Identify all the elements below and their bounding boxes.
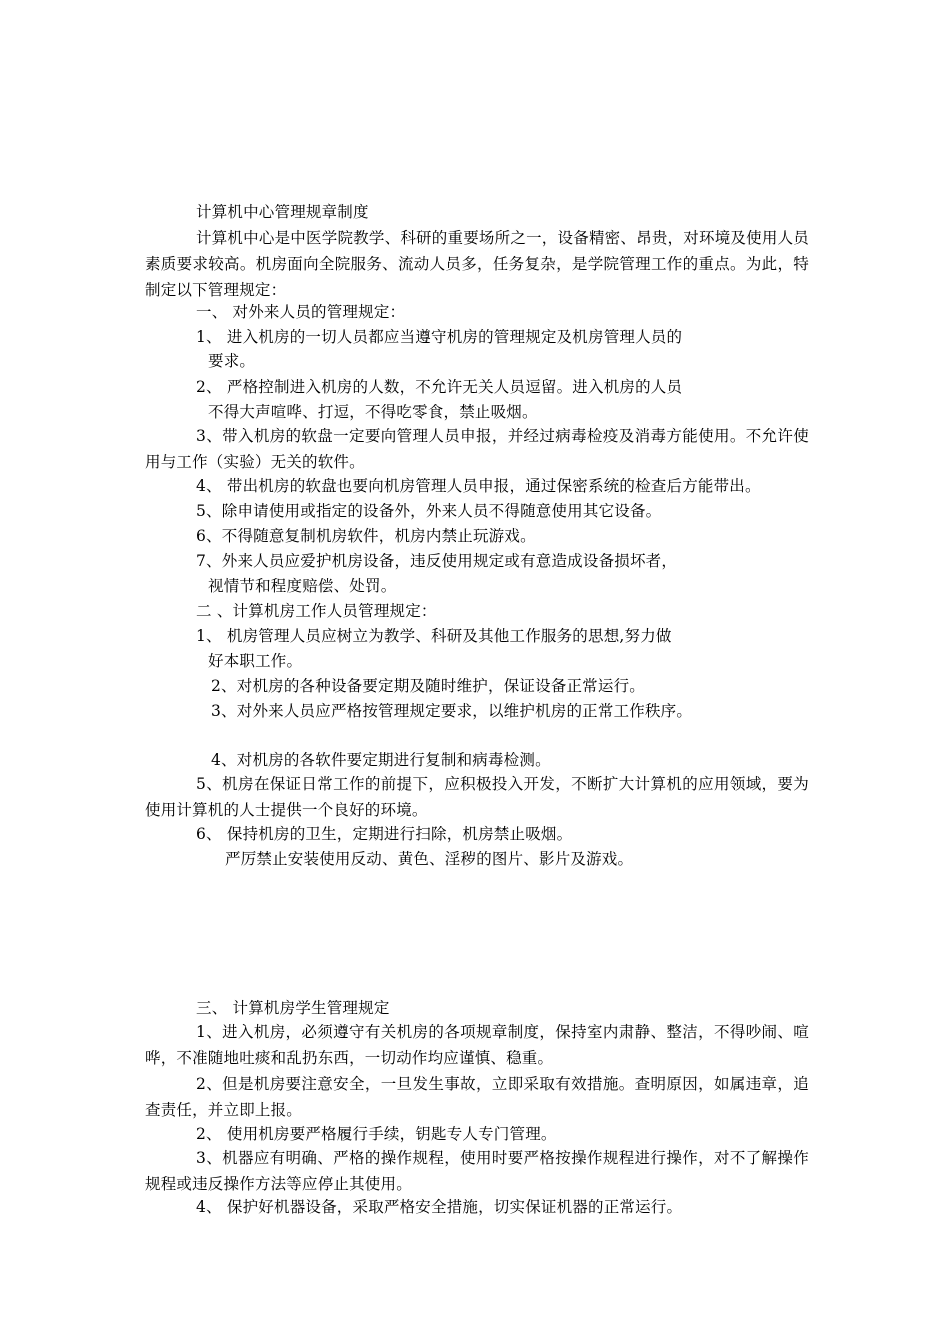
section2-item6: 6、 保持机房的卫生，定期进行扫除，机房禁止吸烟。	[196, 825, 573, 843]
section1-item6: 6、不得随意复制机房软件，机房内禁止玩游戏。	[196, 527, 536, 545]
section2-item3: 3、对外来人员应严格按管理规定要求，以维护机房的正常工作秩序。	[211, 702, 693, 720]
section1-item1-line1: 1、 进入机房的一切人员都应当遵守机房的管理规定及机房管理人员的	[196, 328, 683, 346]
section1-item2-line1: 2、 严格控制进入机房的人数，不允许无关人员逗留。进入机房的人员	[196, 378, 683, 396]
section2-item5: 5、机房在保证日常工作的前提下，应积极投入开发，不断扩大计算机的应用领域，要为使用计算机的人士提供一个良好的环境。	[145, 775, 809, 819]
section3-item2: 2、但是机房要注意安全，一旦发生事故，立即采取有效措施。查明原因，如属违章，追查责任，并立即上报。	[145, 1075, 809, 1119]
section1-item7-line1: 7、外来人员应爱护机房设备，违反使用规定或有意造成设备损坏者，	[196, 552, 678, 570]
section1-item2-line2: 不得大声喧哗、打逗，不得吃零食，禁止吸烟。	[208, 403, 538, 421]
section2-item4: 4、对机房的各软件要定期进行复制和病毒检测。	[211, 751, 551, 769]
section1-item3: 3、带入机房的软盘一定要向管理人员申报，并经过病毒检疫及消毒方能使用。不允许使用与工作（实验）无关的软件。	[145, 427, 809, 471]
section3-heading: 三、 计算机房学生管理规定	[196, 999, 390, 1017]
section2-heading: 二 、计算机房工作人员管理规定：	[196, 602, 437, 620]
section1-heading: 一、 对外来人员的管理规定：	[196, 303, 406, 321]
section3-item3: 2、 使用机房要严格履行手续，钥匙专人专门管理。	[196, 1125, 557, 1143]
section3-item1: 1、进入机房，必须遵守有关机房的各项规章制度，保持室内肃静、整洁，不得吵闹、喧哗，不准随地吐痰和乱扔东西，一切动作均应谨慎、稳重。	[145, 1023, 809, 1067]
section1-item1-line2: 要求。	[208, 352, 256, 370]
section1-item5: 5、除申请使用或指定的设备外，外来人员不得随意使用其它设备。	[196, 502, 662, 520]
section2-item7: 严厉禁止安装使用反动、黄色、淫秽的图片、影片及游戏。	[225, 850, 634, 868]
section1-item7-line2: 视情节和程度赔偿、处罚。	[208, 577, 397, 595]
section2-item1-line1: 1、 机房管理人员应树立为教学、科研及其他工作服务的思想,努力做	[196, 627, 672, 645]
section2-item1-line2: 好本职工作。	[208, 652, 303, 670]
intro-paragraph: 计算机中心是中医学院教学、科研的重要场所之一，设备精密、昂贵，对环境及使用人员素质要求较高。机房面向全院服务、流动人员多，任务复杂，是学院管理工作的重点。为此，特制定以下管理规定：	[145, 229, 809, 299]
document-title: 计算机中心管理规章制度	[196, 203, 369, 221]
section3-item4: 3、机器应有明确、严格的操作规程，使用时要严格按操作规程进行操作，对不了解操作规程或违反操作方法等应停止其使用。	[145, 1149, 809, 1193]
section3-item5: 4、 保护好机器设备，采取严格安全措施，切实保证机器的正常运行。	[196, 1198, 683, 1216]
section2-item2: 2、对机房的各种设备要定期及随时维护，保证设备正常运行。	[211, 677, 645, 695]
section1-item4: 4、 带出机房的软盘也要向机房管理人员申报，通过保密系统的检查后方能带出。	[196, 477, 761, 495]
